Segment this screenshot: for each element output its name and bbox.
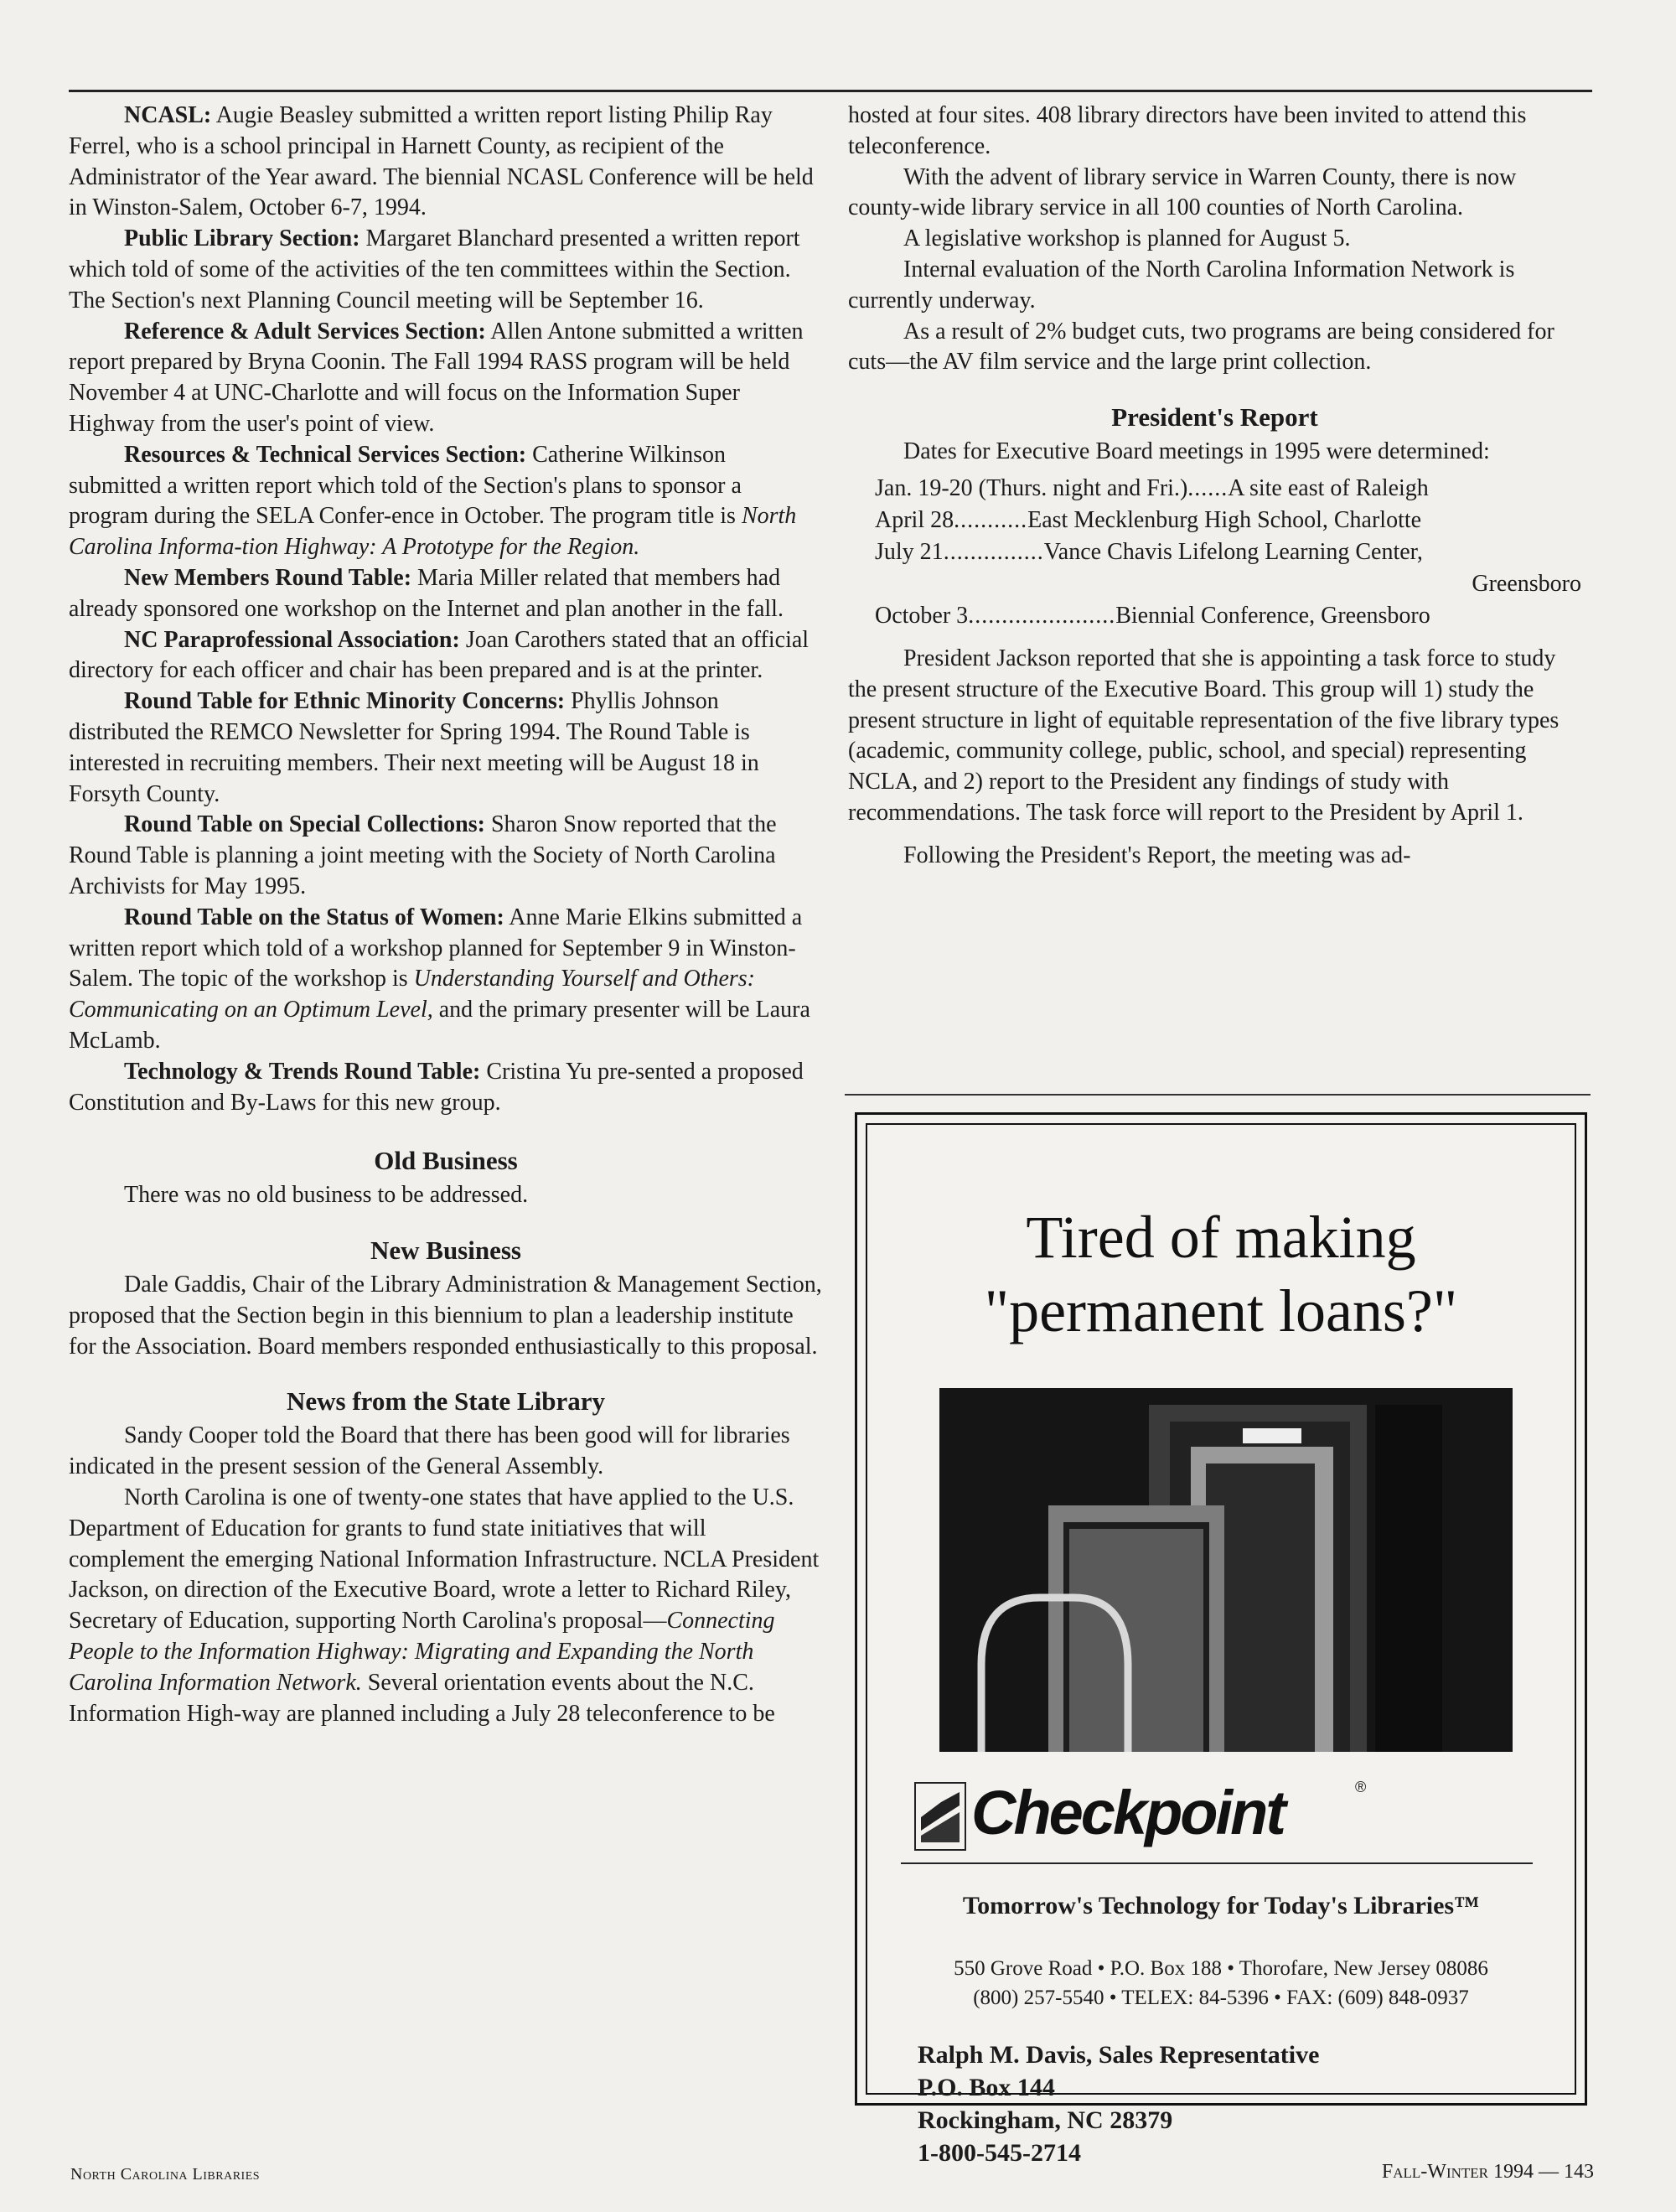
state-library-paragraph-2: [69, 1483, 823, 1729]
section-name: Public Library Section:: [124, 225, 360, 252]
rep-city: Rockingham, NC 28379: [918, 2106, 1173, 2134]
task-force-paragraph: President Jackson reported that she is appointing a task force to study the present structure of the Executive Board. This group will 1) study the present structure in light of equitable representation of the five library types (academic, community college, public, school, and special) representing NCLA, and 2) report to the President any findings of study with recommendations. The task force will report to the President by April 1.: [848, 645, 1560, 826]
footer-journal-name: North Carolina Libraries: [70, 2165, 261, 2184]
state-library-continued: hosted at four sites. 408 library directors have been invited to attend this teleconference.: [848, 102, 1527, 159]
presidents-report-heading: President's Report: [1111, 402, 1318, 433]
rep-phone: 1-800-545-2714: [918, 2139, 1081, 2167]
security-gate-illustration: [939, 1388, 1513, 1752]
report-public-library: [69, 224, 823, 316]
right-column: [848, 101, 1581, 872]
proposal-title: Connecting People to the Information Highway: Migrating and Expanding the North Carolina Information Network.: [69, 1608, 775, 1696]
schedule-row: [848, 473, 1581, 505]
report-text: Anne Marie Elkins submitted a written report which told of a workshop planned for September 9 in Winston-Salem. The topic of the workshop is: [69, 904, 803, 992]
program-title: North Carolina Informa-tion Highway: A Prototype for the Region.: [69, 503, 797, 561]
ad-headline-line-2: "permanent loans?": [984, 1277, 1458, 1344]
section-name: Round Table for Ethnic Minority Concerns:: [124, 688, 566, 715]
ad-headline: [867, 1200, 1575, 1348]
section-name: Technology & Trends Round Table:: [124, 1058, 481, 1085]
warren-county-paragraph: With the advent of library service in Warren County, there is now county-wide library service in all 100 counties of North Carolina.: [848, 163, 1517, 221]
report-technology-trends: [69, 1057, 823, 1119]
report-text-tail: and the primary presenter will be Laura McLamb.: [69, 997, 810, 1054]
leader-dots: ......: [1187, 474, 1229, 501]
section-name: NCASL:: [124, 102, 212, 128]
leader-dots: ...........: [954, 506, 1028, 533]
schedule-place: Biennial Conference, Greensboro: [1115, 602, 1430, 629]
paragraph-text: North Carolina is one of twenty-one states that have applied to the U.S. Department of Education for grants to fund state initiatives that will complement the emerging National Information Infrastructure. NCLA President Jackson, on direction of the Executive Board, wrote a letter to Richard Riley, Secretary of Education, supporting North Carolina's proposal—: [69, 1484, 820, 1634]
report-text: Maria Miller related that members had already sponsored one workshop on the Internet and plan another in the fall.: [69, 564, 784, 622]
presidents-report-intro: Dates for Executive Board meetings in 1995 were determined:: [903, 438, 1490, 465]
ad-address-line-1: 550 Grove Road • P.O. Box 188 • Thorofare, New Jersey 08086: [954, 1957, 1488, 1980]
schedule-place: East Mecklenburg High School, Charlotte: [1027, 506, 1422, 533]
ad-headline-line-1: Tired of making: [1026, 1204, 1416, 1271]
report-text: Catherine Wilkinson submitted a written report which told of the Section's plans to sponsor a program during the SELA Confer-ence in October. The program title is: [69, 441, 742, 530]
section-name: New Members Round Table:: [124, 564, 412, 591]
new-business-heading: New Business: [370, 1236, 521, 1266]
leader-dots: ......................: [968, 602, 1116, 629]
report-new-members: [69, 563, 823, 625]
schedule-row: [848, 536, 1581, 568]
report-text: Augie Beasley submitted a written report listing Philip Ray Ferrel, who is a school principal in Harnett County, as recipient of the Administrator of the Year award. The biennial NCASL Conference will be held in Winston-Salem, October 6-7, 1994.: [69, 102, 814, 221]
left-column: [69, 101, 823, 1729]
report-text: Cristina Yu pre-sented a proposed Constitution and By-Laws for this new group.: [69, 1058, 804, 1116]
ad-address: [867, 1954, 1575, 2013]
footer-issue-page: Fall-Winter 1994 — 143: [1381, 2161, 1594, 2183]
column-rule: [845, 1094, 1591, 1096]
old-business-text: There was no old business to be addressed.: [124, 1182, 529, 1209]
registered-mark: ®: [1355, 1779, 1367, 1795]
schedule-date: October 3: [875, 602, 969, 629]
section-name: Round Table on the Status of Women:: [124, 904, 504, 930]
schedule-row: [848, 505, 1581, 536]
schedule-place-continued: Greensboro: [1472, 570, 1581, 597]
ad-address-line-2: (800) 257-5540 • TELEX: 84-5396 • FAX: (609) 848-0937: [973, 1987, 1469, 2009]
state-library-heading: News from the State Library: [287, 1386, 605, 1417]
ad-inner-border: [866, 1123, 1576, 2167]
old-business-heading: Old Business: [374, 1146, 518, 1176]
report-text: Margaret Blanchard presented a written report which told of some of the activities of the ten committees within the Section. The Section's next Planning Council meeting will be September 16.: [69, 225, 800, 313]
report-resources-technical: [69, 440, 823, 563]
schedule-date: April 28: [875, 506, 954, 533]
state-library-paragraph-1: Sandy Cooper told the Board that there has been good will for libraries indicated in the present session of the General Assembly.: [69, 1422, 790, 1480]
paragraph-text-tail: Several orientation events about the N.C. Information High-way are planned including a July 28 teleconference to be: [69, 1669, 775, 1727]
checkpoint-brand-name: Checkpoint: [971, 1778, 1284, 1847]
schedule-row: [848, 600, 1581, 632]
top-rule: [69, 90, 1592, 92]
report-text: Allen Antone submitted a written report prepared by Bryna Coonin. The Fall 1994 RASS program will be held November 4 at UNC-Charlotte and will focus on the Information Super Highway from the user's point of view.: [69, 318, 804, 437]
report-text: Joan Carothers stated that an official directory for each officer and chair has been prepared and is at the printer.: [69, 626, 810, 684]
report-nc-paraprofessional: [69, 625, 823, 687]
meeting-schedule: [848, 473, 1581, 632]
budget-cuts-paragraph: As a result of 2% budget cuts, two programs are being considered for cuts—the AV film service and the large print collection.: [848, 318, 1554, 376]
section-name: Resources & Technical Services Section:: [124, 441, 527, 468]
section-name: Round Table on Special Collections:: [124, 811, 485, 838]
report-text: Phyllis Johnson distributed the REMCO Newsletter for Spring 1994. The Round Table is interested in recruiting members. Their next meeting will be August 18 in Forsyth County.: [69, 688, 759, 807]
security-gate-photo: [939, 1388, 1513, 1752]
following-report-paragraph: Following the President's Report, the meeting was ad-: [903, 842, 1411, 868]
new-business-text: Dale Gaddis, Chair of the Library Administration & Management Section, proposed that the Section begin in this biennium to plan a leadership institute for the Association. Board members responded enthusiastically to this proposal.: [69, 1272, 822, 1360]
section-name: NC Paraprofessional Association:: [124, 626, 460, 653]
report-ethnic-minority: [69, 686, 823, 810]
section-name: Reference & Adult Services Section:: [124, 318, 486, 344]
report-text: Sharon Snow reported that the Round Table is planning a joint meeting with the Society of North Carolina Archivists for May 1995.: [69, 811, 777, 899]
schedule-date: July 21: [875, 538, 944, 565]
checkpoint-logo-icon: [914, 1782, 966, 1851]
report-reference-adult: [69, 317, 823, 440]
report-status-of-women: [69, 903, 823, 1057]
sales-representative-block: [918, 2038, 1319, 2169]
leader-dots: ...............: [943, 538, 1044, 565]
schedule-date: Jan. 19-20 (Thurs. night and Fri.): [875, 474, 1188, 501]
schedule-place: A site east of Raleigh: [1228, 474, 1429, 501]
checkpoint-logo-row: [901, 1770, 1533, 1864]
legislative-workshop-paragraph: A legislative workshop is planned for August 5.: [903, 225, 1351, 252]
report-ncasl: [69, 101, 823, 224]
rep-name: Ralph M. Davis, Sales Representative: [918, 2041, 1320, 2069]
ad-tagline: Tomorrow's Technology for Today's Libraries™: [962, 1892, 1480, 1919]
workshop-title: Understanding Yourself and Others: Communicating on an Optimum Level,: [69, 966, 755, 1023]
checkpoint-advertisement: [855, 1112, 1587, 2167]
rep-po-box: P.O. Box 144: [918, 2074, 1055, 2101]
report-special-collections: [69, 810, 823, 902]
internal-evaluation-paragraph: Internal evaluation of the North Carolina Information Network is currently underway.: [848, 256, 1515, 313]
schedule-place: Vance Chavis Lifelong Learning Center,: [1043, 538, 1423, 565]
